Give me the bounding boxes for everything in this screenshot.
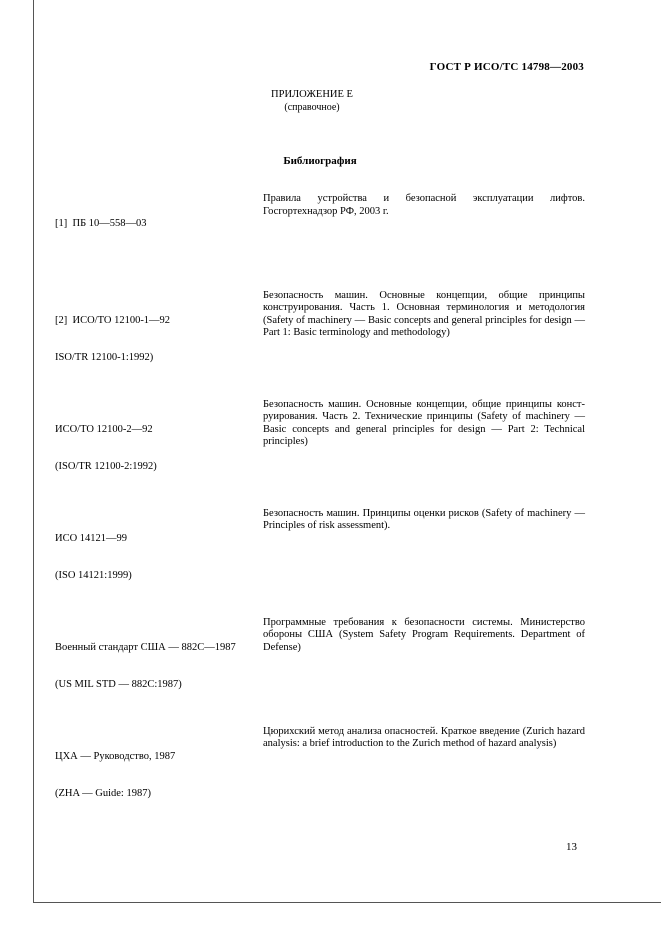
entry-description: Цюрихский метод анализа опасностей. Краткое введение (Zurich hazard analysis: a brief introduction to the Zurich method of hazard analysis) <box>263 725 585 749</box>
page-frame-left-line <box>33 0 34 903</box>
bibliography-entry <box>55 290 585 390</box>
appendix-block <box>0 89 624 113</box>
bibliography-list <box>55 193 585 835</box>
bibliography-entry <box>55 726 585 826</box>
bibliography-entry <box>55 399 585 499</box>
entry-reference <box>55 399 263 499</box>
bibliography-entry <box>55 508 585 608</box>
entry-reference-line: [1] ПБ 10—558—03 <box>55 218 147 229</box>
entry-description: Программные требования к безопасности системы. Министерство обороны США (System Safety Program Requirements. Department of Defense) <box>263 616 585 653</box>
entry-description: Безопасность машин. Основные концепции, общие принципы конст- руирования. Часть 2. Технические принципы (Safety of machinery — Basic concepts and general principles for design — Part 2: Technical principles) <box>263 398 585 447</box>
entry-reference <box>55 726 263 826</box>
entry-description: Правила устройства и безопасной эксплуатации лифтов. Госгортехнадзор РФ, 2003 г. <box>263 193 585 217</box>
entry-reference <box>55 617 263 717</box>
entry-reference <box>55 508 263 608</box>
entry-reference <box>55 193 263 281</box>
entry-description: Безопасность машин. Основные концепции, общие принципы конструирования. Часть 1. Основная терминология и методология (Safety of machinery — Basic concepts and general principles for design — Part 1: Basic terminology and methodology) <box>263 289 585 338</box>
entry-reference-line: (US MIL STD — 882C:1987) <box>55 679 182 690</box>
entry-description: Безопасность машин. Принципы оценки рисков (Safety of machinery — Principles of risk assessment). <box>263 507 585 531</box>
entry-reference-line: (ZHA — Guide: 1987) <box>55 788 151 799</box>
entry-reference-line: (ISO/TR 12100-2:1992) <box>55 461 157 472</box>
appendix-note: (справочное) <box>284 102 340 113</box>
entry-reference-line: ИСО 14121—99 <box>55 532 128 544</box>
bibliography-entry <box>55 617 585 717</box>
entry-reference-line: (ISO 14121:1999) <box>55 570 132 581</box>
page-number: 13 <box>566 841 577 853</box>
bibliography-entry <box>55 193 585 281</box>
entry-reference <box>55 290 263 390</box>
entry-reference-line: ИСО/ТО 12100-2—92 <box>55 423 153 435</box>
entry-reference-line: Военный стандарт США — 882С—1987 <box>55 641 236 653</box>
entry-reference-line: [2] ИСО/ТО 12100-1—92 <box>55 314 171 326</box>
page-frame-bottom-line <box>33 902 661 903</box>
document-header: ГОСТ Р ИСО/ТС 14798—2003 <box>429 61 584 73</box>
entry-reference-line: ISO/TR 12100-1:1992) <box>55 352 154 363</box>
section-title: Библиография <box>283 155 357 167</box>
appendix-title: ПРИЛОЖЕНИЕ Е <box>271 89 353 100</box>
entry-reference-line: ЦХА — Руководство, 1987 <box>55 750 176 762</box>
